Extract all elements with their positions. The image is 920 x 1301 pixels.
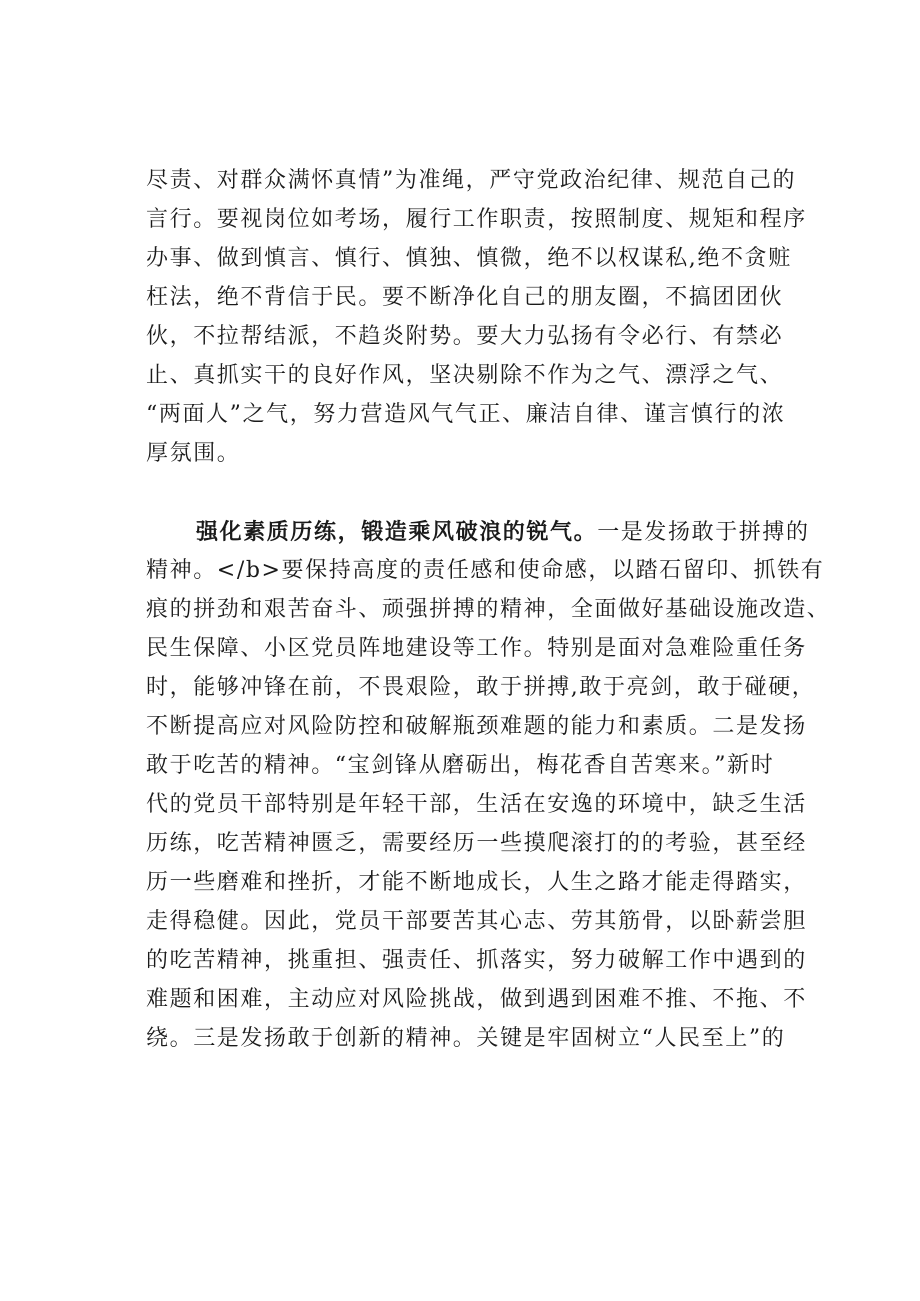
- text-line: 历练，吃苦精神匮乏，需要经历一些摸爬滚打的的考验，甚至经: [146, 831, 807, 856]
- text-line: 不断提高应对风险防控和破解瓶颈难题的能力和素质。二是发扬: [146, 714, 807, 739]
- text-line: 伙，不拉帮结派，不趋炎附势。要大力弘扬有令必行、有禁必: [146, 324, 784, 349]
- text-line: 精神。</b>要保持高度的责任感和使命感，以踏石留印、抓铁有: [146, 558, 825, 583]
- text-line: 敢于吃苦的精神。“宝剑锋从磨砺出，梅花香自苦寒来。”新时: [146, 753, 775, 778]
- text-line: 止、真抓实干的良好作风，坚决剔除不作为之气、漂浮之气、: [146, 363, 784, 388]
- text-line: 办事、做到慎言、慎行、慎独、慎微，绝不以权谋私,绝不贪赃: [146, 246, 792, 271]
- text-line: 痕的拼劲和艰苦奋斗、顽强拼搏的精神，全面做好基础设施改造、: [146, 597, 831, 622]
- text-line: 代的党员干部特别是年轻干部，生活在安逸的环境中，缺乏生活: [146, 792, 807, 817]
- section-heading: 强化素质历练，锻造乘风破浪的锐气。: [196, 519, 598, 545]
- text-line: 时，能够冲锋在前，不畏艰险，敢于拼搏,敢于亮剑，敢于碰硬，: [146, 675, 816, 700]
- text-line: 绕。三是发扬敢于创新的精神。关键是牢固树立“人民至上”的: [146, 1026, 786, 1051]
- text-line: “两面人”之气，努力营造风气气正、廉洁自律、谨言慎行的浓: [146, 402, 786, 427]
- text-line: 民生保障、小区党员阵地建设等工作。特别是面对急难险重任务: [146, 636, 807, 661]
- text-line: 历一些磨难和挫折，才能不断地成长，人生之路才能走得踏实，: [146, 870, 807, 895]
- text-line: 言行。要视岗位如考场，履行工作职责，按照制度、规矩和程序: [146, 207, 807, 232]
- text-span: 一是发扬敢于拼搏的: [597, 520, 810, 545]
- text-line: 枉法，绝不背信于民。要不断净化自己的朋友圈，不搞团团伙: [146, 285, 784, 310]
- paragraph-first-line: [196, 517, 810, 547]
- text-line: 难题和困难，主动应对风险挑战，做到遇到困难不推、不拖、不: [146, 987, 807, 1012]
- text-line: 的吃苦精神，挑重担、强责任、抓落实，努力破解工作中遇到的: [146, 948, 807, 973]
- text-line: 走得稳健。因此，党员干部要苦其心志、劳其筋骨，以卧薪尝胆: [146, 909, 807, 934]
- text-line: 尽责、对群众满怀真情”为准绳，严守党政治纪律、规范自己的: [146, 168, 797, 193]
- text-line: 厚氛围。: [146, 441, 241, 466]
